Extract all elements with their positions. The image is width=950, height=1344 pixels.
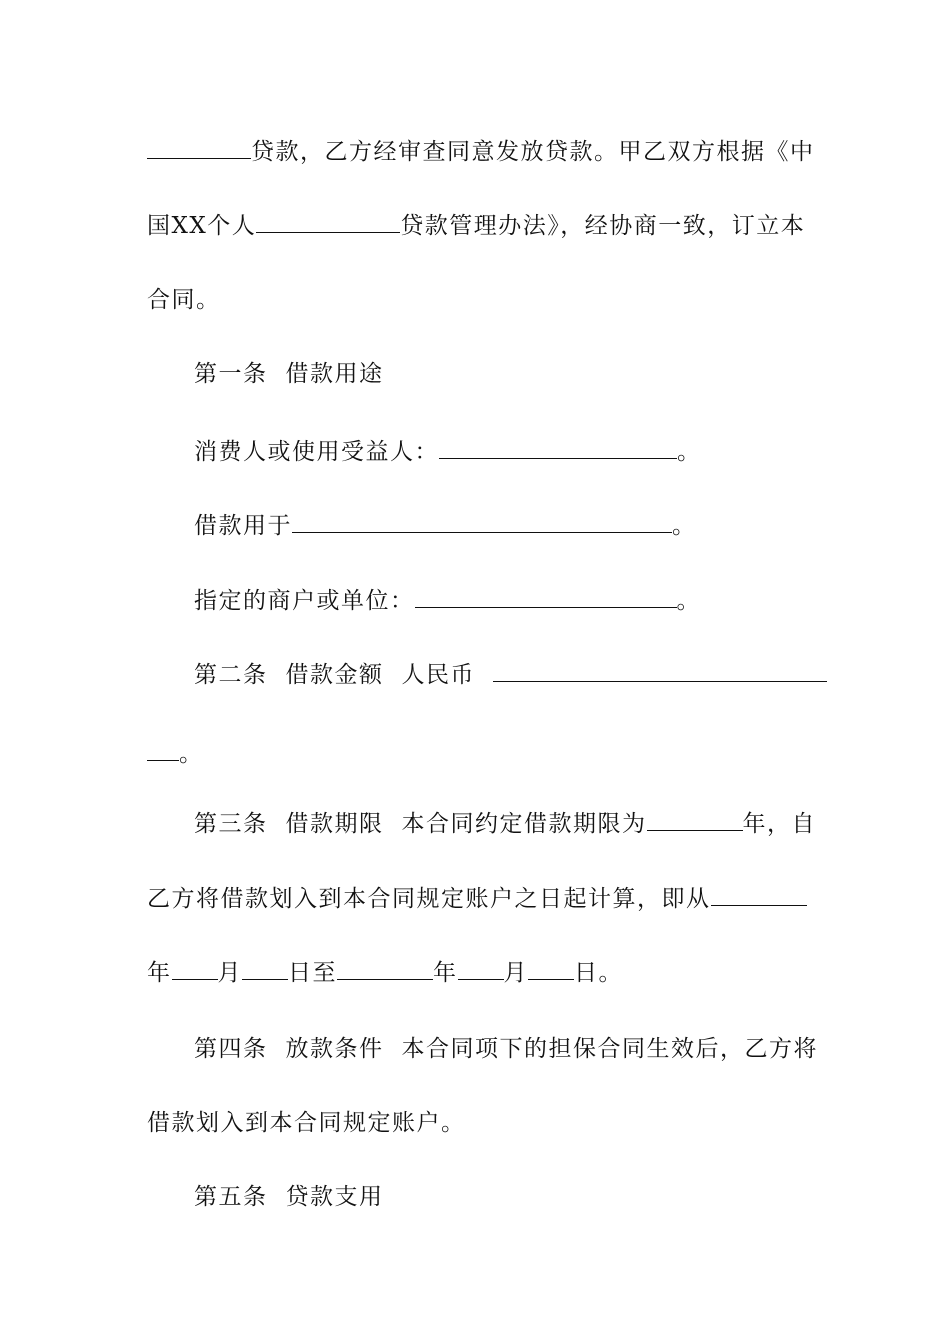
- intro-line-3: [147, 284, 221, 316]
- article-2-title: 借款金额: [285, 662, 384, 688]
- article-5-heading: [194, 1181, 384, 1213]
- currency-label: 人民币: [401, 662, 475, 688]
- start-day-label: 日至: [288, 960, 337, 986]
- end-month-blank: [458, 957, 504, 980]
- merchant-line: [194, 585, 701, 617]
- purpose-line: [194, 510, 697, 542]
- amount-period: 。: [179, 741, 204, 767]
- article-4-title: 放款条件: [285, 1036, 384, 1062]
- disbursement-condition-text-2: 借款划入到本合同规定账户。: [147, 1110, 466, 1136]
- end-day-label: 日。: [574, 960, 623, 986]
- beneficiary-blank: [439, 436, 677, 459]
- intro-text-2b: 贷款管理办法》，经协商一致，订立本: [400, 213, 806, 239]
- article-4-line-2: [147, 1107, 466, 1139]
- article-2-number: 第二条: [194, 662, 268, 688]
- merchant-label: 指定的商户或单位：: [194, 588, 415, 614]
- start-month-label: 月: [217, 960, 242, 986]
- article-3-line-3: [147, 957, 623, 989]
- intro-text-3: 合同。: [147, 287, 221, 313]
- loan-type-blank: [147, 136, 251, 159]
- merchant-blank: [415, 585, 677, 608]
- article-3-line-1: [194, 808, 816, 840]
- article-3-title: 借款期限: [285, 811, 384, 837]
- purpose-period: 。: [672, 513, 697, 539]
- intro-text-2a: 国XX个人: [147, 213, 257, 239]
- article-3-number: 第三条: [194, 811, 268, 837]
- term-years-blank: [647, 808, 743, 831]
- beneficiary-line: [194, 436, 702, 468]
- term-start-text: 乙方将借款划入到本合同规定账户之日起计算，即从: [147, 886, 711, 912]
- end-day-blank: [528, 957, 574, 980]
- article-1-number: 第一条: [194, 361, 268, 387]
- amount-blank: [493, 659, 827, 682]
- article-4-number: 第四条: [194, 1036, 268, 1062]
- start-year-label: 年: [147, 960, 172, 986]
- term-text: 本合同约定借款期限为: [401, 811, 647, 837]
- intro-text-1: 贷款，乙方经审查同意发放贷款。甲乙双方根据《中: [251, 139, 815, 165]
- regulation-name-blank: [256, 210, 400, 233]
- article-2-heading: [194, 659, 827, 691]
- start-day-blank: [242, 957, 288, 980]
- amount-continuation-line: [147, 738, 204, 770]
- disbursement-condition-text: 本合同项下的担保合同生效后，乙方将: [401, 1036, 818, 1062]
- article-4-line-1: [194, 1033, 818, 1065]
- article-1-heading: [194, 358, 384, 390]
- purpose-blank: [292, 510, 672, 533]
- article-1-title: 借款用途: [285, 361, 384, 387]
- intro-line-1: [147, 136, 815, 168]
- amount-blank-continued: [147, 738, 179, 761]
- article-5-number: 第五条: [194, 1184, 268, 1210]
- merchant-period: 。: [676, 588, 701, 614]
- article-3-line-2: [147, 883, 807, 915]
- end-year-blank: [337, 957, 433, 980]
- beneficiary-period: 。: [677, 439, 702, 465]
- purpose-label: 借款用于: [194, 513, 292, 539]
- beneficiary-label: 消费人或使用受益人：: [194, 439, 439, 465]
- intro-line-2: [147, 210, 805, 242]
- end-month-label: 月: [503, 960, 528, 986]
- article-5-title: 贷款支用: [285, 1184, 384, 1210]
- start-year-blank: [711, 883, 807, 906]
- start-month-blank: [172, 957, 218, 980]
- term-text-end: 年，自: [742, 811, 816, 837]
- end-year-label: 年: [433, 960, 458, 986]
